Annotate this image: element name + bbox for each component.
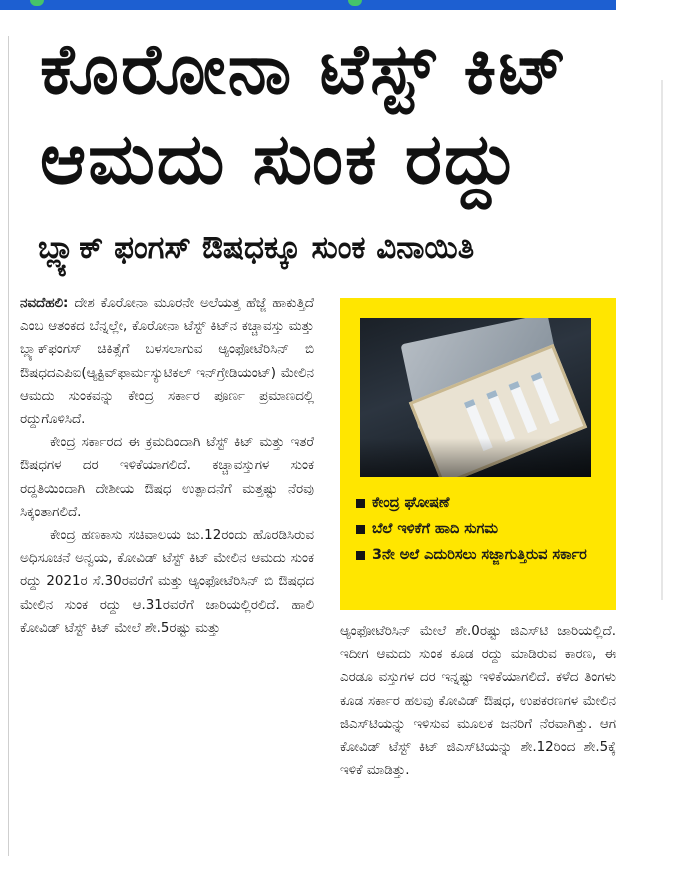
highlight-text: 3ನೇ ಅಲೆ ಎದುರಿಸಲು ಸಜ್ಜಾಗುತ್ತಿರುವ ಸರ್ಕಾರ — [372, 547, 587, 563]
square-bullet-icon — [356, 551, 365, 560]
article-paragraph: ಕೇಂದ್ರ ಸರ್ಕಾರದ ಈ ಕ್ರಮದಿಂದಾಗಿ ಟೆಸ್ಟ್ ಕಿಟ್ ಮತ್ತು ಇತರೆ ಔಷಧಗಳ ದರ ಇಳಿಕೆಯಾಗಲಿದೆ. ಕಚ್ಚಾವಸ್ತುಗಳ ಸುಂಕ ರದ್ದತಿಯಿಂದಾಗಿ ದೇಶೀಯ ಔಷಧ ಉತ್ಪಾದನೆಗೆ ಮತ್ತಷ್ಟು ನೆರವು ಸಿಕ್ಕಂತಾಗಲಿದೆ. — [20, 435, 314, 520]
vial-shape — [531, 372, 560, 424]
headline — [40, 24, 640, 204]
article-paragraph: ಕೇಂದ್ರ ಹಣಕಾಸು ಸಚಿವಾಲಯ ಜು.12ರಂದು ಹೊರಡಿಸಿರುವ ಅಧಿಸೂಚನೆ ಅನ್ವಯ, ಕೋವಿಡ್ ಟೆಸ್ಟ್ ಕಿಟ್ ಮೇಲಿನ ಆಮದು ಸುಂಕ ರದ್ದು 2021ರ ಸೆ.30ರವರೆಗೆ ಮತ್ತು ಆ್ಯಂಫೋಟೆರಿಸಿನ್ ಬಿ ಔಷಧದ ಮೇಲಿನ ಸುಂಕ ರದ್ದು ಆ.31ರವರೆಗೆ ಜಾರಿಯಲ್ಲಿರಲಿದೆ. ಹಾಲಿ ಕೋವಿಡ್ ಟೆಸ್ಟ್ ಕಿಟ್ ಮೇಲೆ ಶೇ.5ರಷ್ಟು ಮತ್ತು — [20, 528, 314, 636]
vial-shape — [508, 381, 537, 433]
headline-line-1: ಕೊರೋನಾ ಟೆಸ್ಟ್ ಕಿಟ್ — [40, 28, 569, 110]
square-bullet-icon — [356, 499, 365, 508]
article-paragraph-text: ದೇಶ ಕೊರೋನಾ ಮೂರನೇ ಅಲೆಯತ್ತ ಹೆಜ್ಜೆ ಹಾಕುತ್ತಿದೆ ಎಂಬ ಆತಂಕದ ಬೆನ್ನಲ್ಲೇ, ಕೊರೋನಾ ಟೆಸ್ಟ್ ಕಿಟ್‌ನ ಕಚ್ಚಾವಸ್ತು ಮತ್ತು ಬ್ಲ್ಯಾಕ್‌ಫಂಗಸ್ ಚಿಕಿತ್ಸೆಗೆ ಬಳಸಲಾಗುವ ಆ್ಯಂಫೋಟೆರಿಸಿನ್ ಬಿ ಔಷಧದಎಪಿಐ(ಆ್ಯಕ್ಟಿವ್‌ಫಾರ್ಮಸ್ಯುಟಿಕಲ್ ಇನ್‌ಗ್ರೇಡಿಯಂಟ್) ಮೇಲಿನ ಆಮದು ಸುಂಕವನ್ನು ಕೇಂದ್ರ ಸರ್ಕಾರ ಪೂರ್ಣ ಪ್ರಮಾಣದಲ್ಲಿ ರದ್ದುಗೊಳಿಸಿದೆ. — [20, 296, 314, 428]
photo-shadow — [360, 438, 591, 477]
square-bullet-icon — [356, 525, 365, 534]
highlight-item — [356, 516, 606, 542]
top-color-bar — [0, 0, 616, 10]
highlight-item — [356, 542, 606, 568]
dateline: ನವದೆಹಲಿ: — [20, 296, 69, 311]
article-left-column — [20, 292, 314, 640]
vial-shape — [486, 390, 515, 442]
article-paragraph — [20, 292, 314, 431]
highlight-text: ಬೆಲೆ ಇಳಿಕೆಗೆ ಹಾದಿ ಸುಗಮ — [372, 521, 498, 537]
headline-line-2: ಆಮದು ಸುಂಕ ರದ್ದು — [40, 118, 520, 200]
subheadline: ಬ್ಲ್ಯಾಕ್ ಫಂಗಸ್ ಔಷಧಕ್ಕೂ ಸುಂಕ ವಿನಾಯಿತಿ — [38, 230, 475, 266]
article-paragraph: ಆ್ಯಂಫೋಟೆರಿಸಿನ್ ಮೇಲೆ ಶೇ.0ರಷ್ಟು ಜಿಎಸ್‌ಟಿ ಜಾರಿಯಲ್ಲಿದೆ. ಇದೀಗ ಆಮದು ಸುಂಕ ಕೂಡ ರದ್ದು ಮಾಡಿರುವ ಕಾರಣ, ಈ ಎರಡೂ ವಸ್ತುಗಳ ದರ ಇನ್ನಷ್ಟು ಇಳಿಕೆಯಾಗಲಿದೆ. ಕಳೆದ ತಿಂಗಳು ಕೂಡ ಸರ್ಕಾರ ಹಲವು ಕೋವಿಡ್ ಔಷಧ, ಉಪಕರಣಗಳ ಮೇಲಿನ ಜಿಎಸ್‌ಟಿಯನ್ನು ಇಳಿಸುವ ಮೂಲಕ ಜನರಿಗೆ ನೆರವಾಗಿತ್ತು. ಆಗ ಕೋವಿಡ್ ಟೆಸ್ಟ್ ಕಿಟ್ ಜಿಎಸ್‌ಟಿಯನ್ನು ಶೇ.12ರಿಂದ ಶೇ.5ಕ್ಕೆ ಇಳಿಕೆ ಮಾಡಿತ್ತು. — [340, 624, 616, 779]
test-kit-photo — [360, 318, 591, 477]
highlight-item — [356, 490, 606, 516]
page-edge-rule — [661, 80, 663, 600]
article-right-column — [340, 620, 616, 782]
highlight-list — [356, 490, 606, 568]
highlight-text: ಕೇಂದ್ರ ಘೋಷಣೆ — [372, 495, 450, 511]
column-rule — [8, 36, 9, 856]
